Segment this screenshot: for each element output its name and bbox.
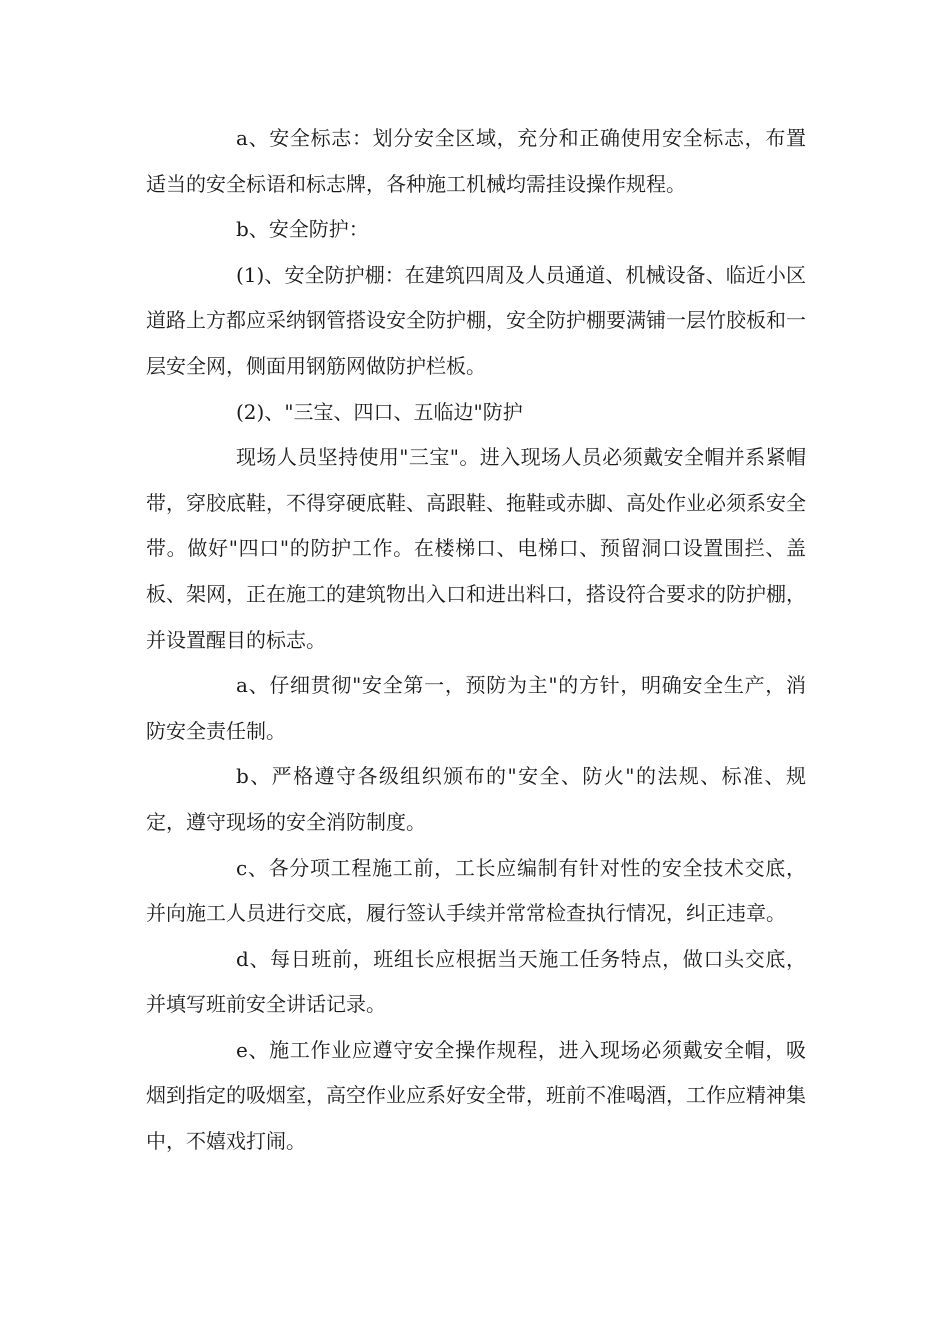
paragraph-safety-signs: a、安全标志：划分安全区域，充分和正确使用安全标志，布置适当的安全标语和标志牌，各种施工机械均需挂设操作规程。 bbox=[146, 126, 806, 196]
paragraph-daily-briefing: d、每日班前，班组长应根据当天施工任务特点，做口头交底，并填写班前安全讲话记录。 bbox=[146, 946, 806, 1017]
paragraph-safety-first: a、仔细贯彻"安全第一，预防为主"的方针，明确安全生产，消防安全责任制。 bbox=[146, 673, 806, 743]
paragraph-three-treasures-body: 现场人员坚持使用"三宝"。进入现场人员必须戴安全帽并系紧帽带，穿胶底鞋，不得穿硬底鞋、高跟鞋、拖鞋或赤脚、高处作业必须系安全带。做好"四口"的防护工作。在楼梯口、电梯口、预留洞口设置围拦、盖板、架网，正在施工的建筑物出入口和进出料口，搭设符合要求的防护棚，并设置醒目的标志。 bbox=[146, 445, 806, 652]
paragraph-safety-protection-heading: b、安全防护： bbox=[236, 217, 369, 242]
paragraph-technical-briefing: c、各分项工程施工前，工长应编制有针对性的安全技术交底，并向施工人员进行交底，履行签认手续并常常检查执行情况，纠正违章。 bbox=[146, 855, 806, 926]
paragraph-three-treasures-heading: (2)、"三宝、四口、五临边"防护 bbox=[236, 399, 523, 424]
document-body bbox=[146, 116, 806, 1165]
paragraph-protective-shed: (1)、安全防护棚：在建筑四周及人员通道、机械设备、临近小区道路上方都应采纳钢管搭设安全防护棚，安全防护棚要满铺一层竹胶板和一层安全网，侧面用钢筋网做防护栏板。 bbox=[146, 262, 806, 378]
paragraph-operating-rules: e、施工作业应遵守安全操作规程，进入现场必须戴安全帽，吸烟到指定的吸烟室，高空作业应系好安全带，班前不准喝酒，工作应精神集中，不嬉戏打闹。 bbox=[146, 1037, 806, 1154]
paragraph-fire-regulations: b、严格遵守各级组织颁布的"安全、防火"的法规、标准、规定，遵守现场的安全消防制度。 bbox=[146, 764, 806, 834]
